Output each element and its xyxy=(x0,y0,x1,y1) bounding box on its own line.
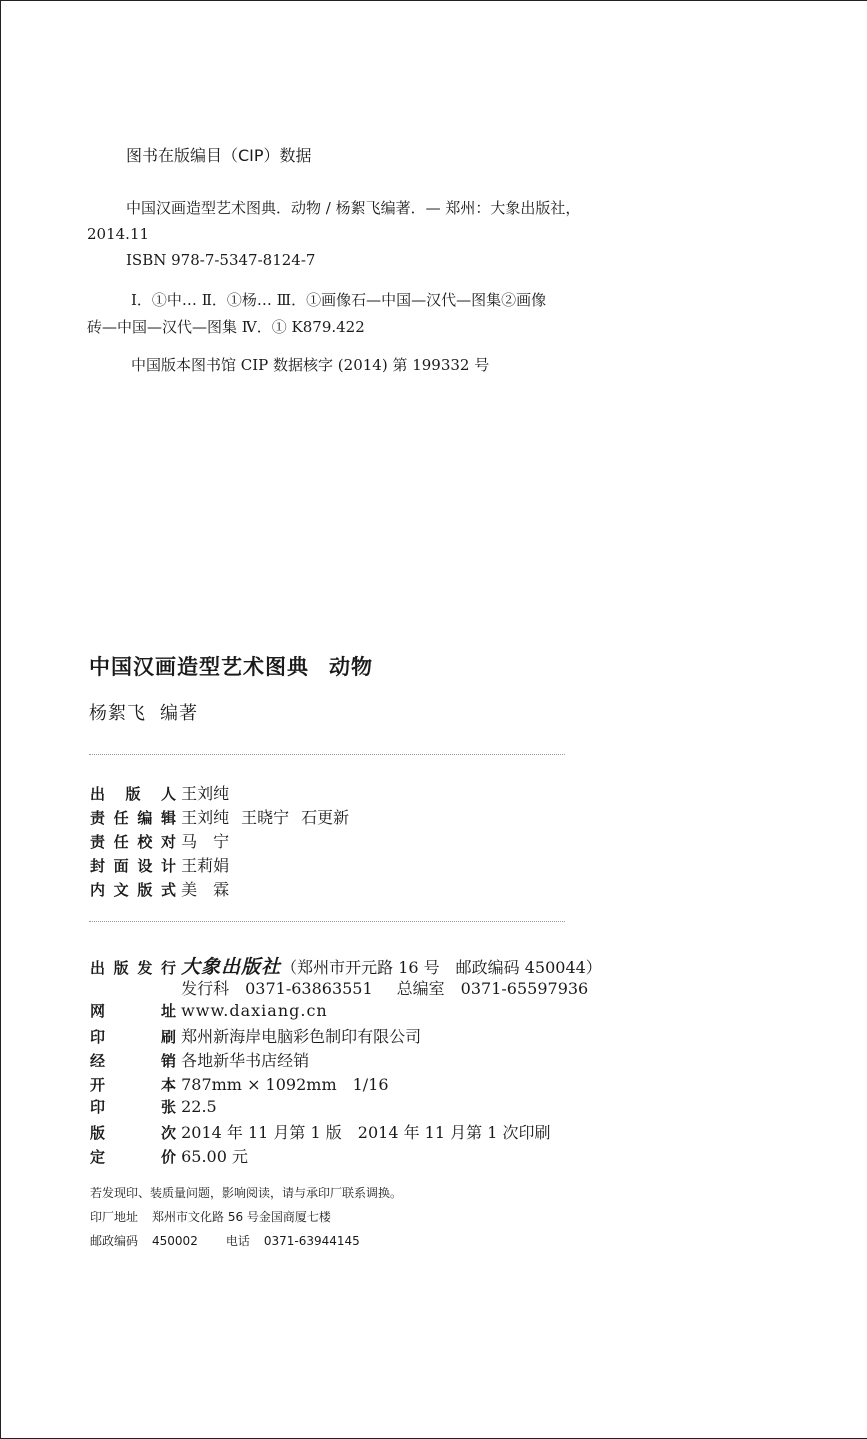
info-row-printer xyxy=(90,1024,421,1047)
credit-value: 马 宁 xyxy=(181,832,230,851)
credit-label: 封面设计 xyxy=(90,857,176,875)
info-label: 印刷 xyxy=(90,1028,176,1046)
book-title-main: 中国汉画造型艺术图典 xyxy=(89,654,309,679)
quality-notice: 若发现印、装质量问题，影响阅读，请与承印厂联系调换。 xyxy=(90,1186,403,1200)
credit-row xyxy=(90,805,349,828)
credit-row xyxy=(90,853,229,876)
publisher-departments xyxy=(181,976,588,999)
website-link: www.daxiang.cn xyxy=(181,1001,328,1020)
divider xyxy=(89,921,565,922)
phone: 0371-63944145 xyxy=(263,1234,360,1248)
credit-label: 出版人 xyxy=(90,785,176,803)
info-row-sheets xyxy=(90,1096,217,1117)
publisher-row xyxy=(90,952,602,979)
info-label: 网址 xyxy=(90,1002,176,1020)
book-subtitle: 动物 xyxy=(329,654,373,679)
credit-value: 王刘纯 xyxy=(181,784,230,803)
info-value: 22.5 xyxy=(181,1097,217,1116)
publisher-contacts xyxy=(90,976,588,999)
credit-row xyxy=(90,877,229,900)
cip-isbn: ISBN 978-7-5347-8124-7 xyxy=(126,251,316,269)
credit-value: 王莉娟 xyxy=(181,856,230,875)
credit-label: 内文版式 xyxy=(90,881,176,899)
info-label: 印张 xyxy=(90,1098,176,1116)
credit-name: 石更新 xyxy=(301,808,350,827)
credit-label: 责任编辑 xyxy=(90,809,176,827)
credit-label: 责任校对 xyxy=(90,833,176,851)
info-value: 787mm × 1092mm 1/16 xyxy=(181,1075,389,1094)
cip-classification-2: 砖—中国—汉代—图集 Ⅳ．① K879.422 xyxy=(87,318,365,336)
info-row-distribution xyxy=(90,1048,309,1071)
info-value: 65.00 元 xyxy=(181,1147,248,1166)
cip-line-1: 中国汉画造型艺术图典．动物 / 杨絮飞编著．— 郑州：大象出版社， xyxy=(126,199,581,217)
info-row-website xyxy=(90,1000,328,1021)
credit-row xyxy=(90,781,229,804)
cip-number: 中国版本图书馆 CIP 数据核字 (2014) 第 199332 号 xyxy=(131,356,490,374)
info-value: 2014 年 11 月第 1 版 2014 年 11 月第 1 次印刷 xyxy=(181,1123,551,1142)
editorial-office: 总编室 0371-65597936 xyxy=(396,979,589,998)
credit-row xyxy=(90,829,229,852)
cip-line-1b: 2014.11 xyxy=(87,225,150,243)
author-name: 杨絮飞 xyxy=(89,703,146,724)
info-label: 定价 xyxy=(90,1148,176,1166)
cip-heading: 图书在版编目（CIP）数据 xyxy=(126,146,312,165)
factory-address: 郑州市文化路 56 号金国商厦七楼 xyxy=(152,1210,331,1224)
sales-dept: 发行科 0371-63863551 xyxy=(181,979,373,998)
credit-name: 王刘纯 xyxy=(181,808,230,827)
info-row-edition xyxy=(90,1120,550,1143)
info-value: 各地新华书店经销 xyxy=(181,1051,310,1070)
info-label: 开本 xyxy=(90,1076,176,1094)
postcode-label: 邮政编码 xyxy=(90,1234,139,1248)
info-label: 经销 xyxy=(90,1052,176,1070)
credit-value: 美 霖 xyxy=(181,880,230,899)
divider xyxy=(89,754,565,755)
info-value: 郑州新海岸电脑彩色制印有限公司 xyxy=(181,1027,422,1046)
info-label: 版次 xyxy=(90,1124,176,1142)
factory-label: 印厂地址 xyxy=(90,1210,139,1224)
publisher-value xyxy=(181,952,602,979)
author-role: 编著 xyxy=(160,703,198,724)
info-row-format xyxy=(90,1072,389,1095)
postcode: 450002 xyxy=(152,1234,198,1248)
info-row-price xyxy=(90,1144,248,1167)
credit-value xyxy=(181,805,349,828)
factory-contact-line xyxy=(90,1232,360,1249)
publisher-label: 出版发行 xyxy=(90,959,176,977)
publisher-address: （郑州市开元路 16 号 邮政编码 450044） xyxy=(281,958,602,977)
book-author xyxy=(89,699,198,725)
phone-label: 电话 xyxy=(225,1234,250,1248)
publisher-logo: 大象出版社 xyxy=(181,956,282,978)
factory-address-line xyxy=(90,1208,331,1225)
credit-name: 王晓宁 xyxy=(241,808,290,827)
cip-classification-1: Ⅰ．①中… Ⅱ．①杨… Ⅲ．①画像石—中国—汉代—图集②画像 xyxy=(131,291,547,309)
book-title xyxy=(89,651,373,681)
